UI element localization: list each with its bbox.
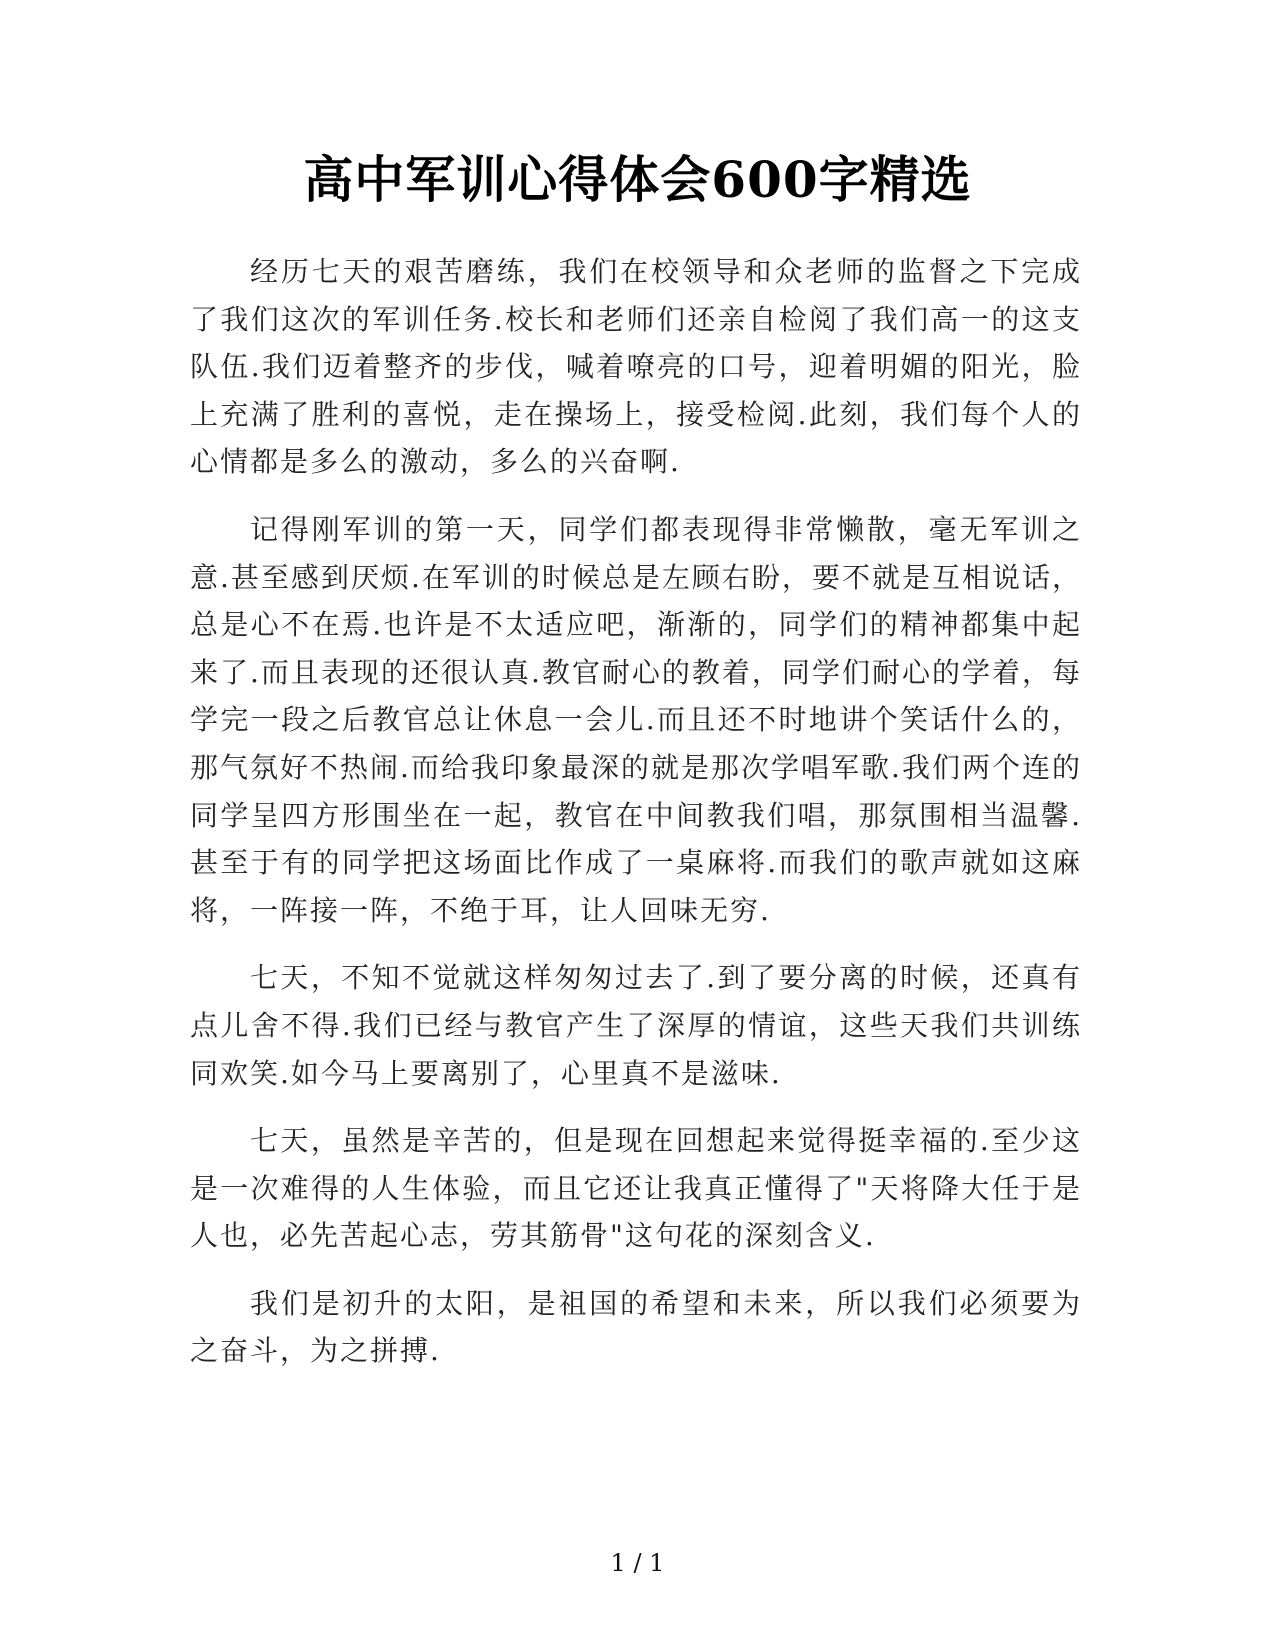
- paragraph-1: 经历七天的艰苦磨练，我们在校领导和众老师的监督之下完成了我们这次的军训任务.校长和老师们还亲自检阅了我们高一的这支队伍.我们迈着整齐的步伐，喊着嘹亮的口号，迎着明媚的阳光，脸上充满了胜利的喜悦，走在操场上，接受检阅.此刻，我们每个人的心情都是多么的激动，多么的兴奋啊.: [190, 255, 1082, 479]
- paragraph-2: 记得刚军训的第一天，同学们都表现得非常懒散，毫无军训之意.甚至感到厌烦.在军训的时候总是左顾右盼，要不就是互相说话，总是心不在焉.也许是不太适应吧，渐渐的，同学们的精神都集中起来了.而且表现的还很认真.教官耐心的教着，同学们耐心的学着，每学完一段之后教官总让休息一会儿.而且还不时地讲个笑话什么的，那气氛好不热闹.而给我印象最深的就是那次学唱军歌.我们两个连的同学呈四方形围坐在一起，教官在中间教我们唱，那氛围相当温馨.甚至于有的同学把这场面比作成了一桌麻将.而我们的歌声就如这麻将，一阵接一阵，不绝于耳，让人回味无穷.: [190, 512, 1082, 927]
- paragraph-3: 七天，不知不觉就这样匆匆过去了.到了要分离的时候，还真有点儿舍不得.我们已经与教官产生了深厚的情谊，这些天我们共训练同欢笑.如今马上要离别了，心里真不是滋味.: [190, 961, 1082, 1090]
- paragraph-4: 七天，虽然是辛苦的，但是现在回想起来觉得挺幸福的.至少这是一次难得的人生体验，而且它还让我真正懂得了"天将降大任于是人也，必先苦起心志，劳其筋骨"这句花的深刻含义.: [190, 1124, 1082, 1253]
- page-number: 1 / 1: [610, 1549, 665, 1577]
- document-title: 高中军训心得体会600字精选: [303, 150, 972, 209]
- paragraph-5: 我们是初升的太阳，是祖国的希望和未来，所以我们必须要为之奋斗，为之拼搏.: [190, 1286, 1082, 1368]
- document-body: [190, 248, 1082, 1395]
